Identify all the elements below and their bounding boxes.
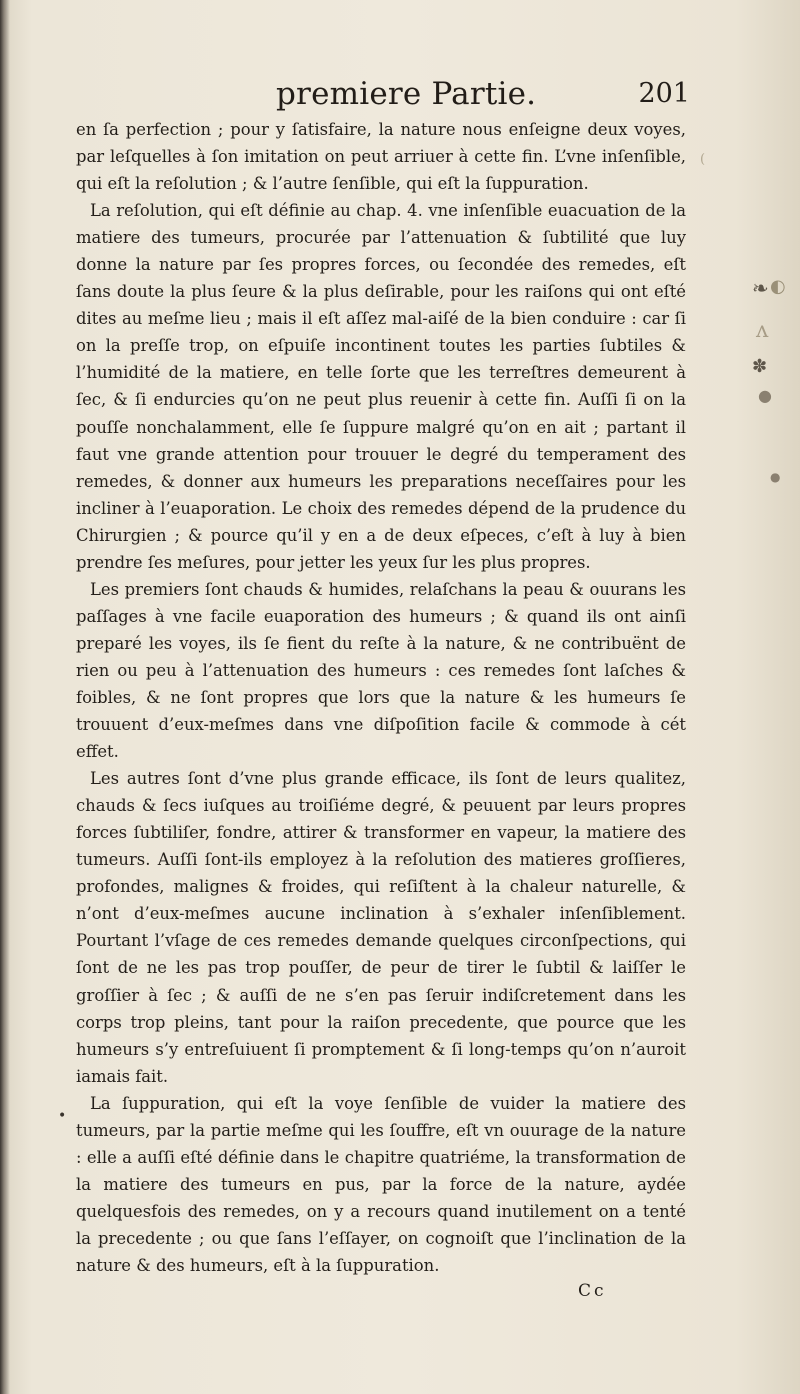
ink-bleed-mark: ● [770,470,781,484]
ink-bleed-mark: • [58,1108,67,1124]
paragraph-resolution: La reſolution, qui eſt définie au chap. 4. vne inſenſible euacuation de la matiere des tumeurs, procurée par l’attenuation & ſubtilité que luy donne la nature par ſes propres forces, ou ſecondée des remedes, eſt ſans doute la plus ſeure & la plus deſirable, pour les raiſons qui ont eſté dites au meſme lieu ; mais il eſt aſſez mal-aiſé de la bien conduire : car ſi on la preſſe trop, on eſpuiſe incontinent toutes les parties ſubtiles & l’humidité de la matiere, en telle ſorte que les terreſtres demeurent à ſec, & ſi endurcies qu’on ne peut plus reuenir à cette fin. Auſſi ſi on la pouſſe nonchalamment, elle ſe ſuppure malgré qu’on en ait ; partant il faut vne grande attention pour trouuer le degré du temperament des remedes, & donner aux humeurs les preparations neceſſaires pour les incliner à l’euaporation. Le choix des remedes dépend de la prudence du Chirurgien ; & pource qu’il y en a de deux eſpeces, c’eſt à luy à bien prendre ſes meſures, pour jetter les yeux ſur les plus propres. [76,201,686,572]
ink-bleed-mark: ❧ [752,276,769,300]
ink-bleed-mark: ʌ [756,318,769,343]
ink-bleed-mark: ● [758,386,772,405]
body-text [76,116,686,1279]
catchword: Cc [578,1281,607,1301]
ink-bleed-mark: ( [700,152,706,167]
running-title: premiere Partie. [276,76,537,112]
running-head [58,76,690,116]
ink-bleed-mark: ◐ [770,276,786,297]
page-number: 201 [638,78,690,109]
gutter-shadow [0,0,10,1394]
paragraph-autres: Les autres ſont d’vne plus grande efficace, ils ſont de leurs qualitez, chauds & ſecs iuſques au troiſiéme degré, & peuuent par leurs propres forces ſubtiliſer, fondre, attirer & transformer en vapeur, la matiere des tumeurs. Auſſi ſont-ils employez à la reſolution des matieres groſſieres, profondes, malignes & froides, qui reſiſtent à la chaleur naturelle, & n’ont d’eux-meſmes aucune inclination à s’exhaler inſenſiblement. Pourtant l’vſage de ces remedes demande quelques circonſpections, qui ſont de ne les pas trop pouſſer, de peur de tirer le ſubtil & laiſſer le groſſier à ſec ; & auſſi de ne s’en pas ſeruir indiſcretement dans les corps trop pleins, tant pour la raiſon precedente, que pource que les humeurs s’y entreſuiuent ſi promptement & ſi long-temps qu’on n’auroit iamais fait. [76,769,686,1086]
ink-bleed-mark: ✽ [752,356,768,377]
paragraph-premiers: Les premiers ſont chauds & humides, relaſchans la peau & ouurans les paſſages à vne facile euaporation des humeurs ; & quand ils ont ainſi preparé les voyes, ils ſe fient du reſte à la nature, & ne contribuënt de rien ou peu à l’attenuation des humeurs : ces remedes ſont laſches & foibles, & ne ſont propres que lors que la nature & les humeurs ſe trouuent d’eux-meſmes dans vne diſpoſition facile & commode à cét effet. [76,579,686,762]
paragraph-suppuration: La ſuppuration, qui eſt la voye ſenſible de vuider la matiere des tumeurs, par la partie meſme qui les ſouffre, eſt vn ouurage de la nature : elle a auſſi eſté définie dans le chapitre quatriéme, la transformation de la matiere des tumeurs en pus, par la force de la nature, aydée quelquesfois des remedes, on y a recours quand inutilement on a tenté la precedente ; ou que ſans l’eſſayer, on cognoiſt que l’inclination de la nature & des humeurs, eſt à la ſuppuration. [76,1093,686,1275]
paragraph-continuation: en ſa perfection ; pour y ſatisfaire, la nature nous enſeigne deux voyes, par leſquelles à ſon imitation on peut arriuer à cette fin. L’vne inſenſible, qui eſt la reſolution ; & l’autre ſenſible, qui eſt la ſuppuration. [76,120,686,194]
